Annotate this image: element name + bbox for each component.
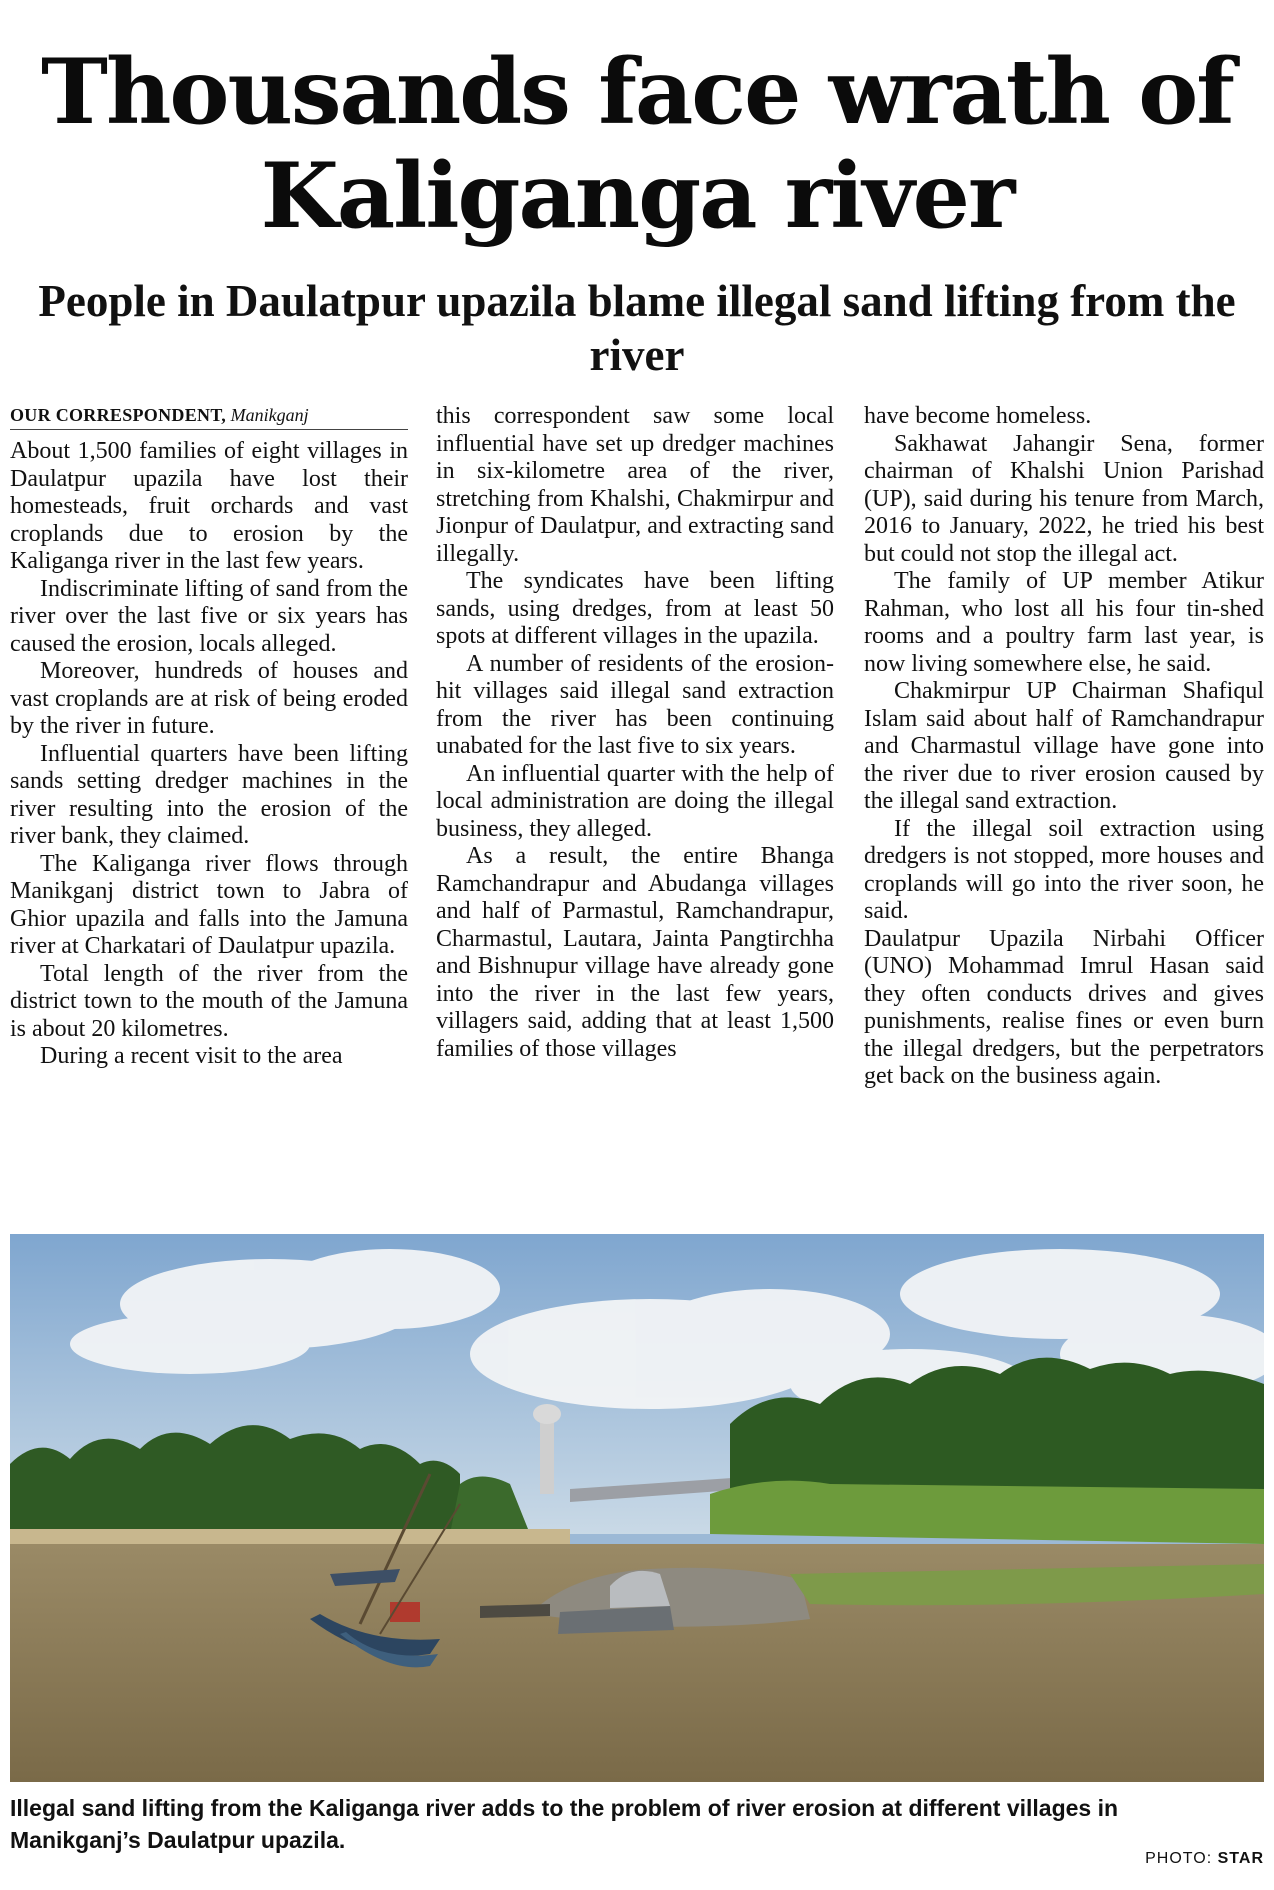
river-photo [10, 1234, 1264, 1782]
paragraph: Indiscriminate lifting of sand from the river over the last five or six years has caused the erosion, locals alleged. [10, 575, 408, 657]
article-column-3 [864, 403, 1264, 1203]
paragraph: The family of UP member Atikur Rahman, who lost all his four tin-shed rooms and a poultry farm last year, is now living somewhere else, he said. [864, 568, 1264, 677]
article-column-1 [10, 403, 408, 1203]
paragraph: have become homeless. [864, 403, 1092, 429]
deck-subheadline: People in Daulatpur upazila blame illegal sand lifting from the river [38, 276, 1236, 380]
paragraph: If the illegal soil extraction using dredgers is not stopped, more houses and croplands will go into the river soon, he said. [864, 815, 1264, 924]
byline-location: Manikganj [230, 405, 309, 425]
paragraph: A number of residents of the erosion-hit villages said illegal sand extraction from the river has been continuing unabated for the last five to six years. [436, 650, 834, 759]
byline [10, 403, 408, 430]
paragraph: During a recent visit to the area [40, 1043, 343, 1069]
paragraph: Daulatpur Upazila Nirbahi Officer (UNO) Mohammad Imrul Hasan said they often conducts drives and gives punishments, realise fines or even burn the illegal dredgers, but the perpetrators get back on the business again. [864, 925, 1264, 1089]
paragraph: About 1,500 families of eight villages in Daulatpur upazila have lost their homesteads, fruit orchards and vast croplands due to erosion by the Kaliganga river in the last few years. [10, 438, 408, 574]
paragraph: Total length of the river from the district town to the mouth of the Jamuna is about 20 kilometres. [10, 960, 408, 1042]
paragraph: As a result, the entire Bhanga Ramchandrapur and Abudanga villages and half of Parmastul, Ramchandrapur, Charmastul, Lautara, Jainta Pangtirchha and Bishnupur village have already gone into the river in the last few years, villagers said, adding that at least 1,500 families of those villages [436, 843, 834, 1062]
paragraph: An influential quarter with the help of local administration are doing the illegal business, they alleged. [436, 760, 834, 842]
article-column-2 [436, 403, 834, 1203]
photo-credit-source: STAR [1217, 1850, 1264, 1867]
headline: Thousands face wrath of Kaliganga river [41, 39, 1233, 249]
paragraph: Moreover, hundreds of houses and vast croplands are at risk of being eroded by the river in future. [10, 658, 408, 739]
photo-credit-label: PHOTO: [1145, 1850, 1213, 1867]
photo-caption: Illegal sand lifting from the Kaliganga river adds to the problem of river erosion at different villages in Manikganj’s Daulatpur upazila. [10, 1795, 1119, 1853]
paragraph: Chakmirpur UP Chairman Shafiqul Islam said about half of Ramchandrapur and Charmastul village have gone into the river due to river erosion caused by the illegal sand extraction. [864, 678, 1264, 814]
photo-credit [1145, 1850, 1264, 1868]
byline-author: OUR CORRESPONDENT, [10, 405, 227, 425]
paragraph: The Kaliganga river flows through Manikganj district town to Jabra of Ghior upazila and falls into the Jamuna river at Charkatari of Daulatpur upazila. [10, 850, 408, 959]
paragraph: The syndicates have been lifting sands, using dredges, from at least 50 spots at different villages in the upazila. [436, 568, 834, 649]
paragraph: this correspondent saw some local influential have set up dredger machines in six-kilometre area of the river, stretching from Khalshi, Chakmirpur and Jionpur of Daulatpur, and extracting sand illegally. [436, 403, 834, 567]
paragraph: Influential quarters have been lifting sands setting dredger machines in the river resulting into the erosion of the river bank, they claimed. [10, 740, 408, 849]
paragraph: Sakhawat Jahangir Sena, former chairman of Khalshi Union Parishad (UP), said during his tenure from March, 2016 to January, 2022, he tried his best but could not stop the illegal act. [864, 430, 1264, 567]
